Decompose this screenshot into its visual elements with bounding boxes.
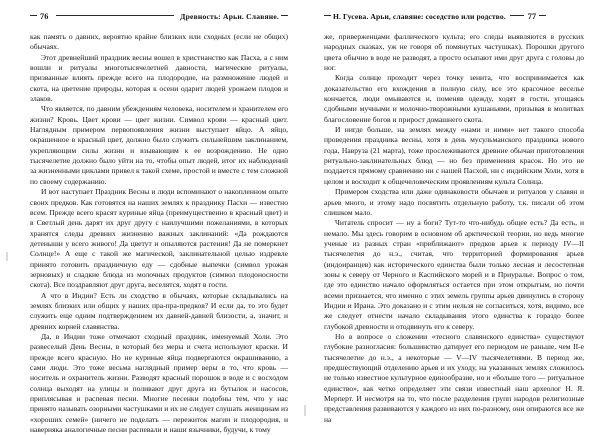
running-head-rule-right	[510, 15, 524, 16]
rule-dash-left-start	[30, 15, 37, 16]
paragraph: И вот наступает Праздник Весны и люди вспоминают о накопленном опыте своих предков. Как готовятся на наших землях к празднику Пасхи — известно всем. Прежде всего красят куриные яйца (преимущественно в красный цвет) и в Светлый день дарят их друг другу с наилучшими пожеланиями, в которых хранятся следы древних жизненно важных заклинаний: «Да рождаются детеныши у всего живого! Да цветут и опыляются растения! Да не померкнет Солнце!» А еще с такой же магической, заклинательной целью издревле принято готовить праздничную еду — сдобные выпечки (символ урожая зерновых) и сладкие блюда из молочных продуктов (символ плодоносности скота). Все поздравляют друг друга, веселятся, ходят в гости.	[30, 187, 288, 290]
page-right	[300, 0, 600, 424]
rule-dash-right-end	[539, 15, 546, 16]
paragraph: же, приверженцами фаллического культа; его следы выявляются в русских народных сказках, уж не говоря об помянутых частушках). Порошки другого цвета обычно в воде не разводят, а просто осыпают ими друг друга с головы до ног.	[324, 32, 584, 73]
scan-artifact	[304, 405, 306, 416]
paragraph: И нигде больше, на землях между «нами и ними» нет такого способа проведения праздника весны, хотя в день мусульманского праздника нового года, Навруза (21 марта), тоже прослеживаются древние обычаи приготовления ритуально-заклинательных блюд — но без применения красок. Но это не поддается прямому сравнению ни с нашей Пасхой, ни с индийским Холи, хотя в целом и восходит к общечеловеческим проявлениям культа Солнца.	[324, 125, 584, 186]
scan-artifact	[6, 252, 8, 261]
paragraph: как память о давних, вероятно крайне близких или сходных (если не общих) обычаях.	[30, 32, 288, 52]
page-number-right: 77	[527, 12, 537, 21]
body-text-left	[30, 32, 288, 435]
running-head-title-right: Н. Гусева. Арьи, славяне: соседство или родство.	[333, 12, 506, 21]
rule-dash-right-start	[324, 15, 331, 16]
page-number-left: 76	[40, 12, 49, 21]
paragraph: Когда солнце проходит через точку зенита, что воспринимается как доказательство его вхождения в полную силу, все это красочное веселье кончается, люди омываются и, поменяв одежду, ходят в гости, угощаясь сдобными мучными и молочно-творожными кушаньями, призывая в молитвах благословение богов и прирост домашнего скота.	[324, 73, 584, 124]
body-text-right	[324, 32, 584, 425]
paragraph: Что является, по давним убеждениям человека, носителем и хранителем его жизни? Кровь. Цвет крови — цвет жизни. Символ крови — красный цвет. Наглядным примером первопоявления жизни выступает яйцо. А яйцо, окрашенное в красный цвет, должно было служить сильнейшим заклинанием, укрепляющим силы жизни и взывающим к ее возрождению. Не одно тысячелетие должно было уйти на то, чтобы опыт людей, итог их наблюдений за жизненными циклами привел к такой схеме, простой и вместе с тем сложной по своему содержанию.	[30, 104, 288, 186]
page-gutter	[299, 0, 300, 421]
paragraph: Читатель спросит — ну а боги? Тут-то что-нибудь общее есть? Да есть, и немало. Мы здесь говорим в основном об арктической теории, но ведь многие ученые из разных стран «приближают» предков арьев к периоду IV—II тысячелетия до н.э., считая, что территорией формирования арьев (индоиранцев) как исторического единства были только лесная и лесостепная зоны к северу от Черного и Каспийского морей и в Приуралье. Вопрос о том, где это единство начало оформляться остается при этом открытым, но почти всеми признается, что именно с этих земель группы арьев двинулись в сторону Индии и Ирана. Это доказано и с этим нельзя не согласиться, хотя, видимо, все же следует отнести начало складывания этого единства к гораздо более глубокой древности и отодвинуть его к северу.	[324, 218, 584, 331]
rule-dash-left-end	[281, 15, 288, 16]
running-head-rule-left	[56, 15, 175, 16]
running-head-title-left: Древность: Арьи. Славяне.	[180, 12, 279, 21]
paragraph: Примером сходства или даже одинаковости обычаев и ритуалов у славян и арьев много, и этому надо посвятить отдельную работу, т.к. писали об этом слишком мало.	[324, 187, 584, 217]
running-head-left	[30, 10, 288, 23]
paragraph: Но в вопросе о сложении «тесного славянского единства» существуют глубокие разногласия: большинство датирует его периодом не раньше, чем II-е тысячелетие до н.э., а некоторые — V—IV тысячелетиями. В период же, предшествующий отделению арьев и их уходу, на указанных землях сложилось не только известное культурное единообразие, но и «больше того — ритуальное единство», как четко определяет эти связи известный наш археолог Н. Я. Мерперт. И несмотря на то, что после разделения групп народов религиозные представления развиваются у каждого из них по-разному, они опираются все же на	[324, 331, 584, 424]
paragraph: Да, в Индии тоже отмечают сходный праздник, именуемый Холи. Это развеселый День Весны, в который без меры и счета используют краски. И прежде всего красную. Но не куриные яйца подвергаются окрашиванию, а сами люди. Это тоже весьма наглядный пример веры в то, что кровь — носитель и охранитель жизни. Разводят красный порошок в воде и с восходом солнца выходят на улицы и поливают друг друга из бутылок и насосов, приплясывая и распевая песни. Многие песенки подобны тем, что у нас принято называть озорными частушками и их не следует слушать женщинам из «хороших семей» (ничего не поделать — пережиток магии и плодородия, и наверняка аналогичные песни распевали и наши язычники, будучи, к тому	[30, 331, 288, 435]
paragraph: Этот древнейший праздник весны вошел в христианство как Пасха, а с ним вошли и ритуалы многотысячелетней давности, магические ритуалы, призванные влиять прежде всего на плодородие, на размножение людей и скота, на цветение природы, которая к осени одарит людей урожаем плодов и злаков.	[30, 52, 288, 104]
running-head-right	[324, 10, 584, 23]
paragraph: А что в Индии? Есть ли сходство в обычаях, которые складывались на землях близких или общих у наших пра-пра-предков? И если да, то это будет служить еще одним подтверждением их давней-давней близости, а, значит, и древних корней славянства.	[30, 290, 288, 331]
